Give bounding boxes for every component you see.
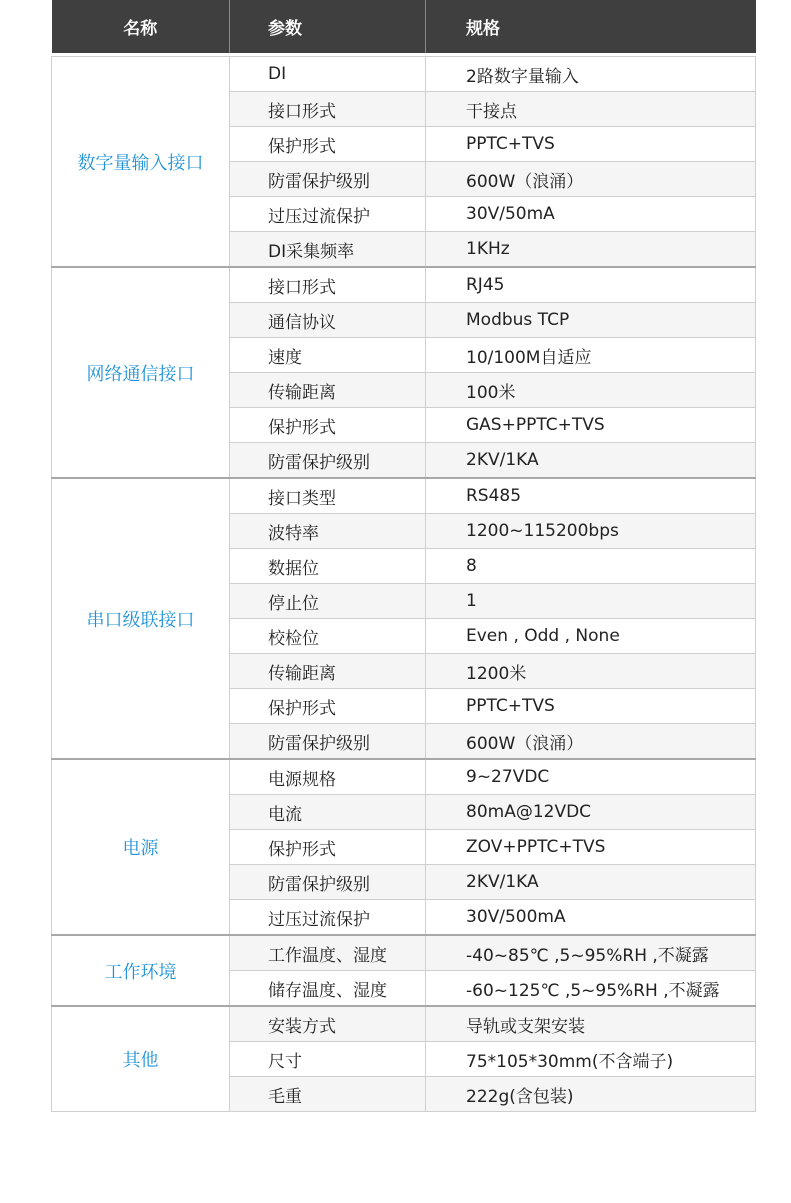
value-cell: 30V/500mA <box>426 900 756 936</box>
group-name: 电源 <box>52 759 230 935</box>
table-row <box>52 935 756 971</box>
value-cell: 2KV/1KA <box>426 865 756 900</box>
value-cell: 600W（浪涌） <box>426 724 756 760</box>
group-name: 数字量输入接口 <box>52 57 230 268</box>
value-cell: Even , Odd , None <box>426 619 756 654</box>
param-cell: 保护形式 <box>230 830 426 865</box>
spec-table <box>51 0 756 1112</box>
value-cell: 1200米 <box>426 654 756 689</box>
param-cell: 保护形式 <box>230 408 426 443</box>
value-cell: 1KHz <box>426 232 756 268</box>
value-cell: 75*105*30mm(不含端子) <box>426 1042 756 1077</box>
param-cell: 尺寸 <box>230 1042 426 1077</box>
param-cell: 数据位 <box>230 549 426 584</box>
value-cell: ZOV+PPTC+TVS <box>426 830 756 865</box>
group-name: 网络通信接口 <box>52 267 230 478</box>
group-name: 串口级联接口 <box>52 478 230 759</box>
group-name: 工作环境 <box>52 935 230 1006</box>
param-cell: 速度 <box>230 338 426 373</box>
table-header <box>52 0 756 57</box>
value-cell: 600W（浪涌） <box>426 162 756 197</box>
header-param: 参数 <box>230 0 426 53</box>
value-cell: 30V/50mA <box>426 197 756 232</box>
param-cell: 通信协议 <box>230 303 426 338</box>
table-row <box>52 1006 756 1042</box>
param-cell: DI <box>230 57 426 92</box>
param-cell: 波特率 <box>230 514 426 549</box>
param-cell: 保护形式 <box>230 689 426 724</box>
value-cell: PPTC+TVS <box>426 127 756 162</box>
header-name: 名称 <box>52 0 230 53</box>
param-cell: 过压过流保护 <box>230 197 426 232</box>
value-cell: 1200~115200bps <box>426 514 756 549</box>
value-cell: 100米 <box>426 373 756 408</box>
value-cell: 1 <box>426 584 756 619</box>
param-cell: 防雷保护级别 <box>230 724 426 760</box>
table-row <box>52 57 756 92</box>
value-cell: Modbus TCP <box>426 303 756 338</box>
param-cell: 毛重 <box>230 1077 426 1112</box>
param-cell: 工作温度、湿度 <box>230 935 426 971</box>
param-cell: DI采集频率 <box>230 232 426 268</box>
param-cell: 接口类型 <box>230 478 426 514</box>
value-cell: 2KV/1KA <box>426 443 756 479</box>
value-cell: 2路数字量输入 <box>426 57 756 92</box>
param-cell: 停止位 <box>230 584 426 619</box>
param-cell: 安装方式 <box>230 1006 426 1042</box>
value-cell: RJ45 <box>426 267 756 303</box>
value-cell: 222g(含包装) <box>426 1077 756 1112</box>
value-cell: GAS+PPTC+TVS <box>426 408 756 443</box>
value-cell: 导轨或支架安装 <box>426 1006 756 1042</box>
group-name: 其他 <box>52 1006 230 1112</box>
table-row <box>52 759 756 795</box>
param-cell: 校检位 <box>230 619 426 654</box>
param-cell: 电源规格 <box>230 759 426 795</box>
value-cell: RS485 <box>426 478 756 514</box>
param-cell: 保护形式 <box>230 127 426 162</box>
value-cell: -40~85℃ ,5~95%RH ,不凝露 <box>426 935 756 971</box>
param-cell: 电流 <box>230 795 426 830</box>
value-cell: 80mA@12VDC <box>426 795 756 830</box>
value-cell: 10/100M自适应 <box>426 338 756 373</box>
param-cell: 传输距离 <box>230 654 426 689</box>
value-cell: PPTC+TVS <box>426 689 756 724</box>
param-cell: 防雷保护级别 <box>230 162 426 197</box>
param-cell: 过压过流保护 <box>230 900 426 936</box>
param-cell: 防雷保护级别 <box>230 865 426 900</box>
param-cell: 防雷保护级别 <box>230 443 426 479</box>
table-row <box>52 478 756 514</box>
param-cell: 接口形式 <box>230 267 426 303</box>
param-cell: 接口形式 <box>230 92 426 127</box>
header-row <box>52 0 756 53</box>
param-cell: 储存温度、湿度 <box>230 971 426 1007</box>
value-cell: 9~27VDC <box>426 759 756 795</box>
value-cell: 8 <box>426 549 756 584</box>
value-cell: -60~125℃ ,5~95%RH ,不凝露 <box>426 971 756 1007</box>
value-cell: 干接点 <box>426 92 756 127</box>
param-cell: 传输距离 <box>230 373 426 408</box>
table-body <box>52 57 756 1112</box>
table-row <box>52 267 756 303</box>
header-spec: 规格 <box>426 0 756 53</box>
